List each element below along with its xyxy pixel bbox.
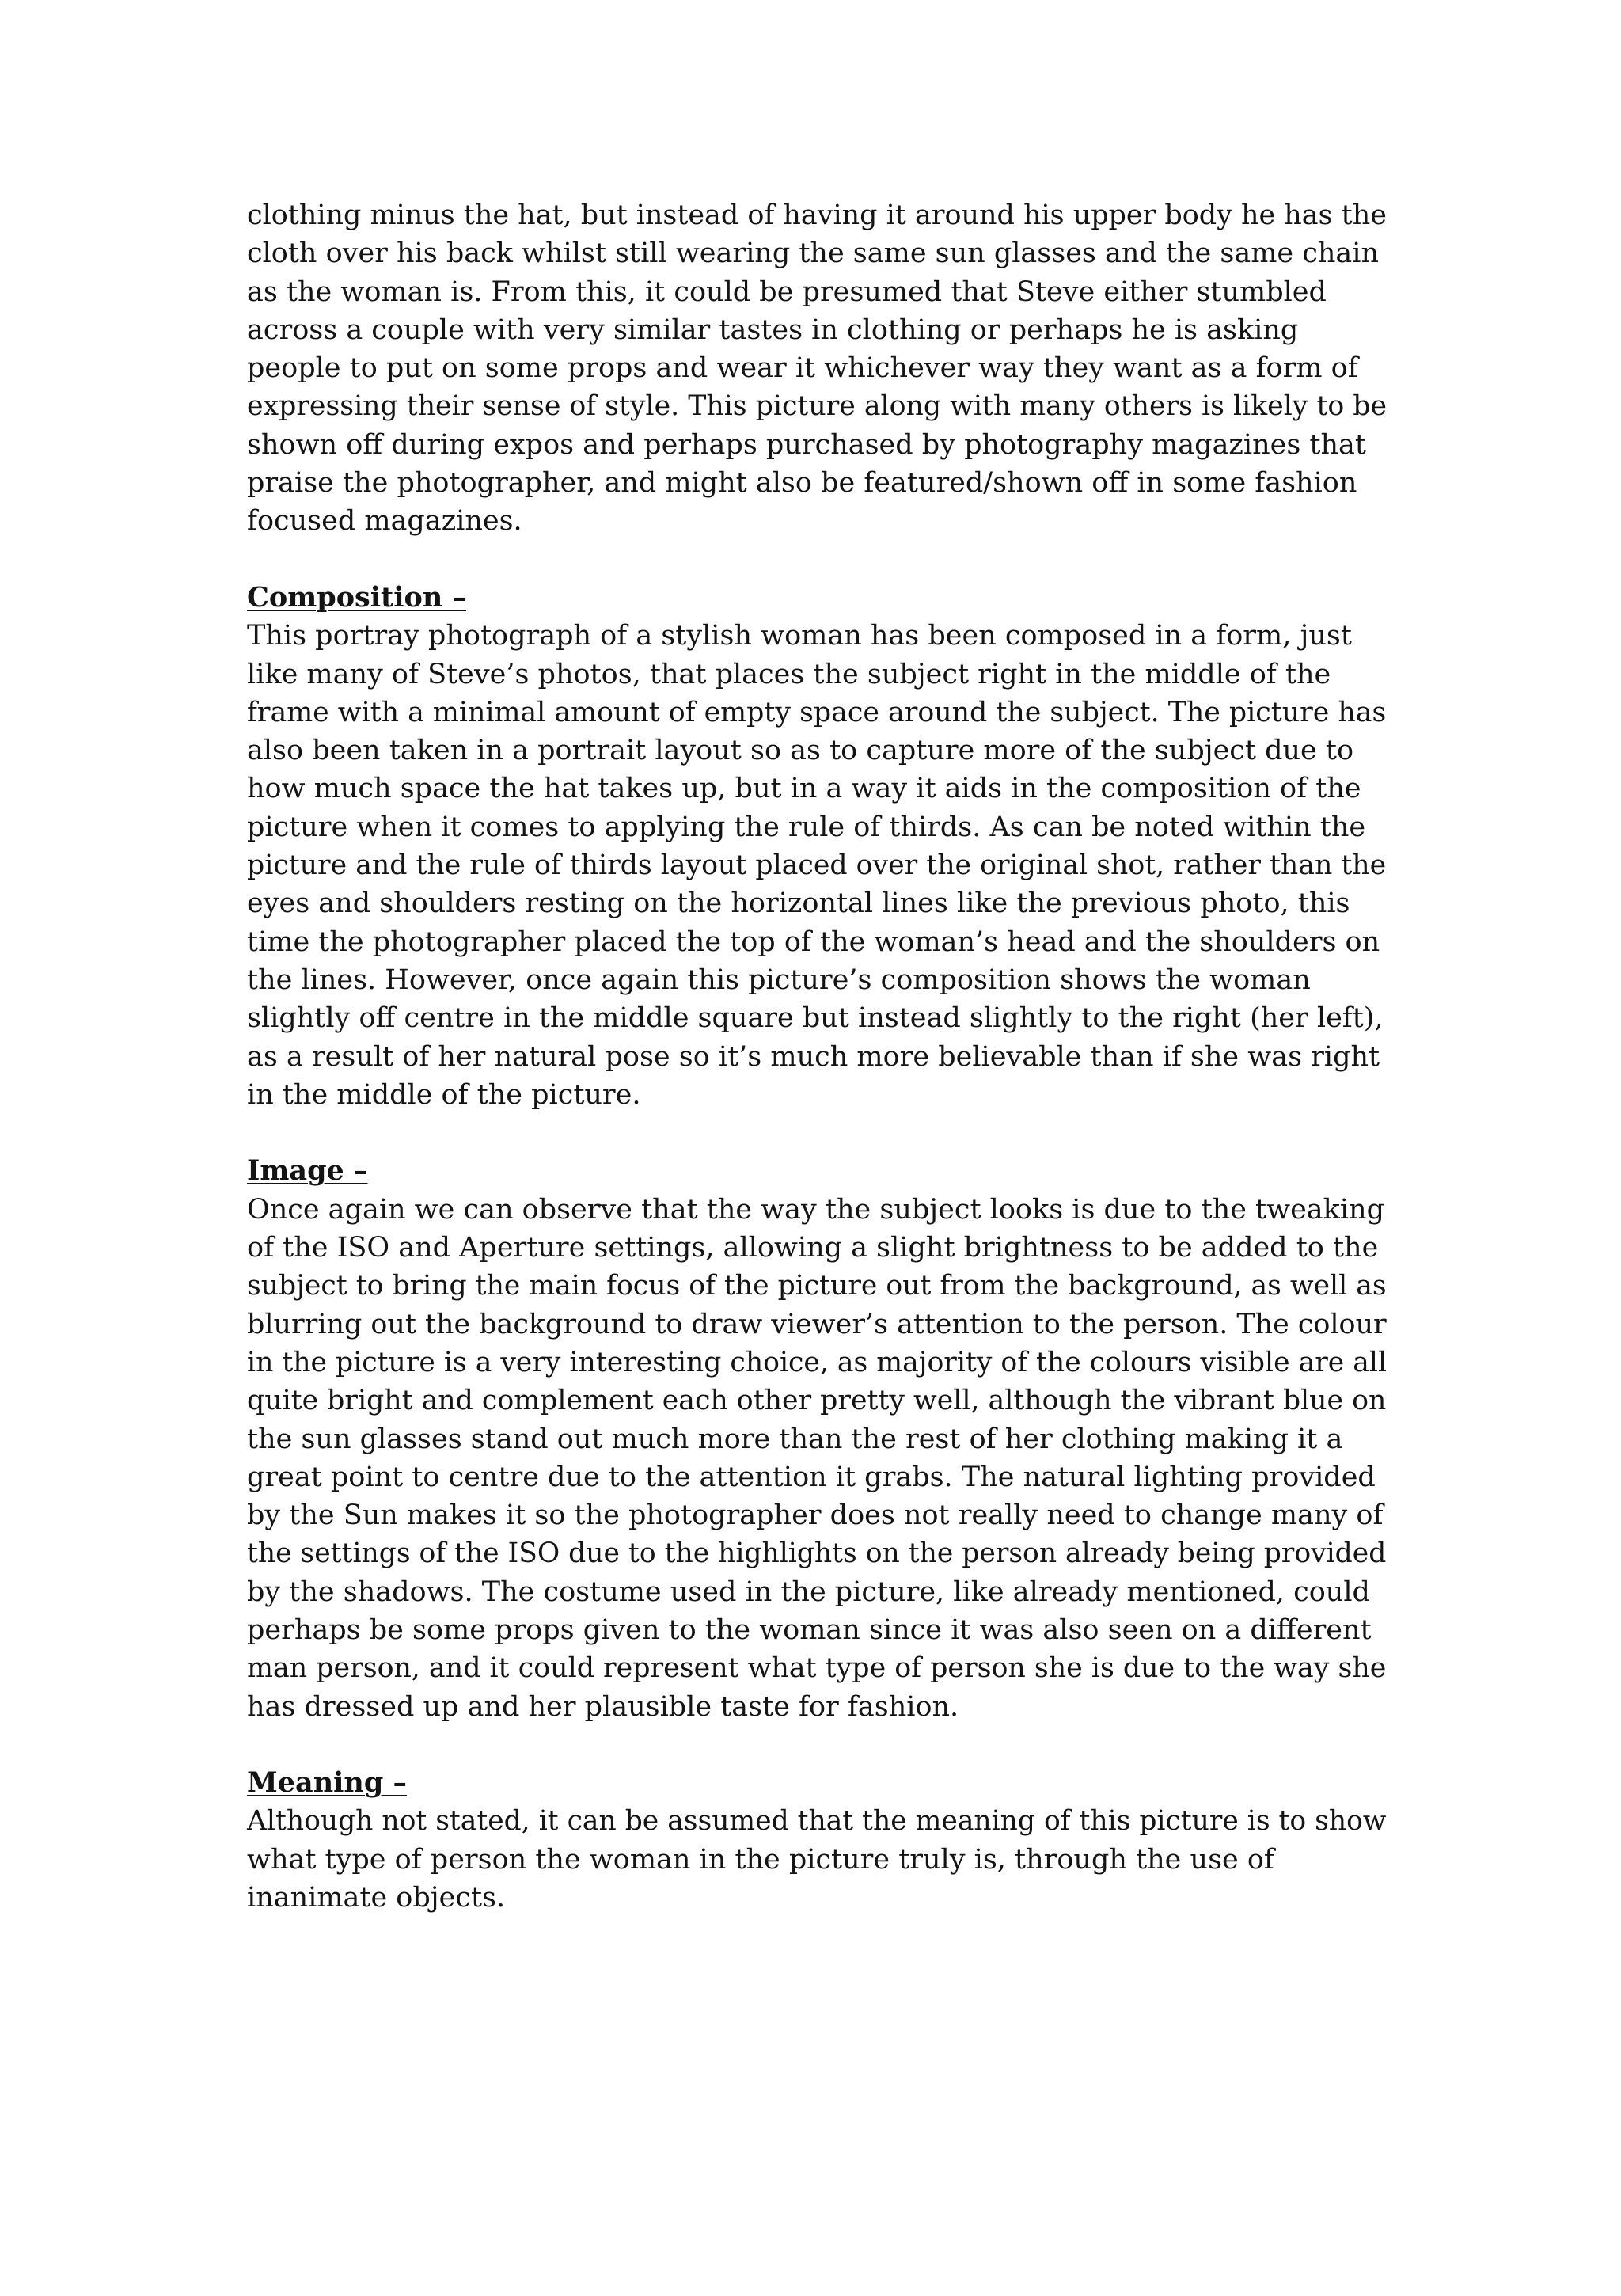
text-line: in the picture is a very interesting choice, as majority of the colours visible are all: [247, 1346, 1388, 1378]
text-line: eyes and shoulders resting on the horizontal lines like the previous photo, this: [247, 888, 1350, 920]
text-line: also been taken in a portrait layout so as to capture more of the subject due to: [247, 735, 1354, 767]
paragraph-spacer: [247, 541, 1387, 579]
text-line: across a couple with very similar tastes in clothing or perhaps he is asking: [247, 314, 1299, 346]
text-line: great point to centre due to the attention it grabs. The natural lighting provided: [247, 1461, 1376, 1493]
text-line: what type of person the woman in the picture truly is, through the use of: [247, 1843, 1274, 1876]
text-line: frame with a minimal amount of empty space around the subject. The picture has: [247, 696, 1387, 728]
text-line: man person, and it could represent what type of person she is due to the way she: [247, 1652, 1387, 1685]
text-line: picture when it comes to applying the rule of thirds. As can be noted within the: [247, 811, 1366, 843]
text-line: focused magazines.: [247, 505, 522, 538]
meaning-section: [247, 1764, 1387, 1917]
text-line: inanimate objects.: [247, 1882, 506, 1914]
text-line: like many of Steve’s photos, that places the subject right in the middle of the: [247, 658, 1331, 690]
text-line: subject to bring the main focus of the picture out from the background, as well as: [247, 1270, 1387, 1302]
text-line: Once again we can observe that the way the subject looks is due to the tweaking: [247, 1193, 1384, 1226]
text-line: by the shadows. The costume used in the picture, like already mentioned, could: [247, 1576, 1370, 1608]
text-line: how much space the hat takes up, but in a way it aids in the composition of the: [247, 773, 1361, 805]
text-line: perhaps be some props given to the woman since it was also seen on a different: [247, 1614, 1372, 1646]
text-line: Although not stated, it can be assumed that the meaning of this picture is to show: [247, 1805, 1387, 1838]
composition-heading: Composition –: [247, 580, 466, 614]
text-line: in the middle of the picture.: [247, 1078, 641, 1111]
intro-paragraph: [247, 196, 1387, 541]
paragraph-spacer: [247, 1726, 1387, 1764]
text-line: slightly off centre in the middle square but instead slightly to the right (her left),: [247, 1002, 1384, 1035]
text-line: has dressed up and her plausible taste for fashion.: [247, 1690, 959, 1723]
text-line: the lines. However, once again this picture’s composition shows the woman: [247, 964, 1311, 996]
text-line: blurring out the background to draw viewer’s attention to the person. The colour: [247, 1308, 1387, 1340]
text-line: praise the photographer, and might also be featured/shown off in some fashion: [247, 467, 1357, 500]
text-line: shown off during expos and perhaps purchased by photography magazines that: [247, 428, 1366, 461]
text-line: This portray photograph of a stylish woman has been composed in a form, just: [247, 620, 1352, 652]
meaning-heading: Meaning –: [247, 1766, 408, 1800]
paragraph-spacer: [247, 1114, 1387, 1152]
text-line: people to put on some props and wear it whichever way they want as a form of: [247, 352, 1358, 385]
text-line: time the photographer placed the top of the woman’s head and the shoulders on: [247, 926, 1380, 958]
text-line: by the Sun makes it so the photographer does not really need to change many of: [247, 1500, 1384, 1532]
text-line: as a result of her natural pose so it’s much more believable than if she was right: [247, 1040, 1380, 1073]
document-body: [247, 196, 1387, 1917]
text-line: cloth over his back whilst still wearing the same sun glasses and the same chain: [247, 238, 1379, 270]
text-line: as the woman is. From this, it could be presumed that Steve either stumbled: [247, 276, 1327, 308]
text-line: the settings of the ISO due to the highlights on the person already being provided: [247, 1538, 1387, 1570]
text-line: picture and the rule of thirds layout placed over the original shot, rather than the: [247, 850, 1387, 882]
image-heading: Image –: [247, 1154, 368, 1188]
text-line: quite bright and complement each other pretty well, although the vibrant blue on: [247, 1385, 1387, 1417]
text-line: the sun glasses stand out much more than the rest of her clothing making it a: [247, 1423, 1343, 1455]
image-section: [247, 1152, 1387, 1725]
composition-section: [247, 579, 1387, 1114]
text-line: clothing minus the hat, but instead of having it around his upper body he has the: [247, 200, 1387, 231]
text-line: of the ISO and Aperture settings, allowing a slight brightness to be added to the: [247, 1232, 1379, 1264]
text-line: expressing their sense of style. This picture along with many others is likely to be: [247, 390, 1388, 423]
